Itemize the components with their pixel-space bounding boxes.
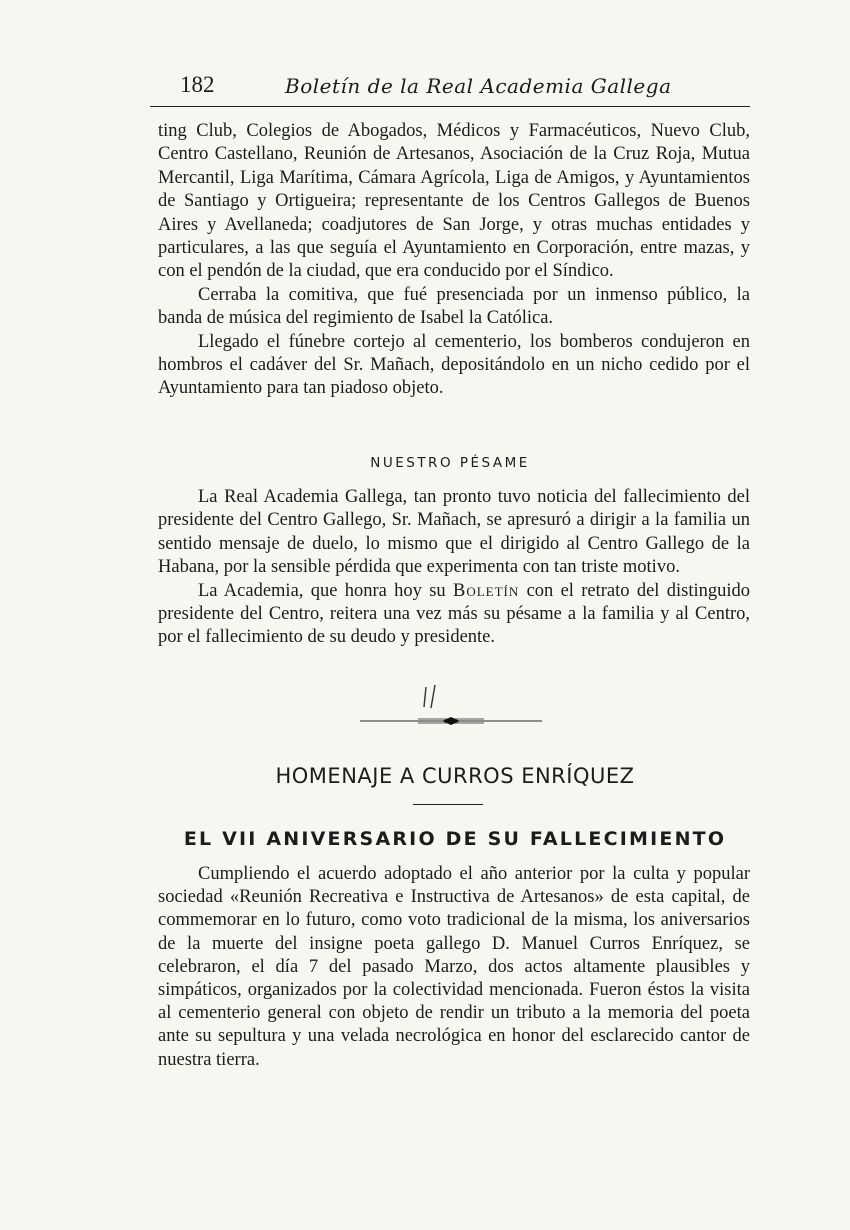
paragraph-academia-message: La Real Academia Gallega, tan pronto tuvo noticia del fallecimiento del presidente del Centro Gallego, Sr. Mañach, se apresuró a dirigir a la familia un sentido mensaje de duelo, lo mismo que el dirigido al Centro Gallego de la Habana, por la sensible pérdida que experimenta con tan triste motivo. — [158, 487, 750, 578]
p2-before: La Academia, que honra hoy su — [198, 580, 453, 601]
paragraph-comitiva: Cerraba la comitiva, que fué presenciada por un inmenso público, la banda de música del regimiento de Isabel la Católica. — [158, 284, 750, 329]
curros-text-block — [158, 863, 750, 1072]
paragraph-academia-reiterates — [158, 580, 750, 650]
section-divider-ornament — [358, 712, 544, 730]
subtitle: EL VII ANIVERSARIO DE SU FALLECIMIENTO — [183, 828, 727, 850]
condolence-text-block — [158, 486, 750, 650]
main-title: HOMENAJE A CURROS ENRÍQUEZ — [275, 764, 635, 788]
boletin-word: Boletín — [452, 580, 520, 601]
page-number: 182 — [180, 72, 215, 97]
handwritten-mark — [418, 683, 442, 711]
section-heading-pesame: NUESTRO PÉSAME — [370, 455, 530, 471]
title-rule — [413, 804, 483, 805]
running-title: Boletín de la Real Academia Gallega — [285, 74, 672, 98]
page-header — [150, 72, 750, 107]
p2-after: con el retrato del distinguido presidente del Centro, reitera una vez más su pésame a la familia y al Centro, por el fallecimiento de su deudo y presidente. — [158, 580, 750, 648]
paragraph-procession: ting Club, Colegios de Abogados, Médicos y Farmacéuticos, Nuevo Club, Centro Castellano, Reunión de Artesanos, Asociación de la Cruz Roja, Mutua Mercantil, Liga Marítima, Cámara Agrícola, Liga de Amigos, y Ayuntamientos de Santiago y Ortigueira; representante de los Centros Gallegos de Buenos Aires y Avellaneda; coadjutores de San Jorge, y otras muchas entidades y particulares, a las que seguía el Ayuntamiento en Corporación, entre mazas, y con el pendón de la ciudad, que era conducido por el Síndico. — [158, 121, 750, 282]
paragraph-curros-anniversary: Cumpliendo el acuerdo adoptado el año anterior por la culta y popular sociedad «Reunión Recreativa e Instructiva de Artesanos» de esta capital, de commemorar en lo futuro, como voto tradicional de la misma, los aniversarios de la muerte del insigne poeta gallego D. Manuel Curros Enríquez, se celebraron, el día 7 del pasado Marzo, dos actos altamente plausibles y simpáticos, organizados por la colectividad mencionada. Fueron éstos la visita al cementerio general con objeto de rendir un tributo a la memoria del poeta ante su sepultura y una velada necrológica en honor del esclarecido cantor de nuestra tierra. — [158, 864, 750, 1070]
paragraph-cementerio: Llegado el fúnebre cortejo al cementerio, los bomberos condujeron en hombros el cadáver del Sr. Mañach, depositándolo en un nicho cedido por el Ayuntamiento para tan piadoso objeto. — [158, 331, 750, 399]
funeral-text-block — [158, 120, 750, 401]
